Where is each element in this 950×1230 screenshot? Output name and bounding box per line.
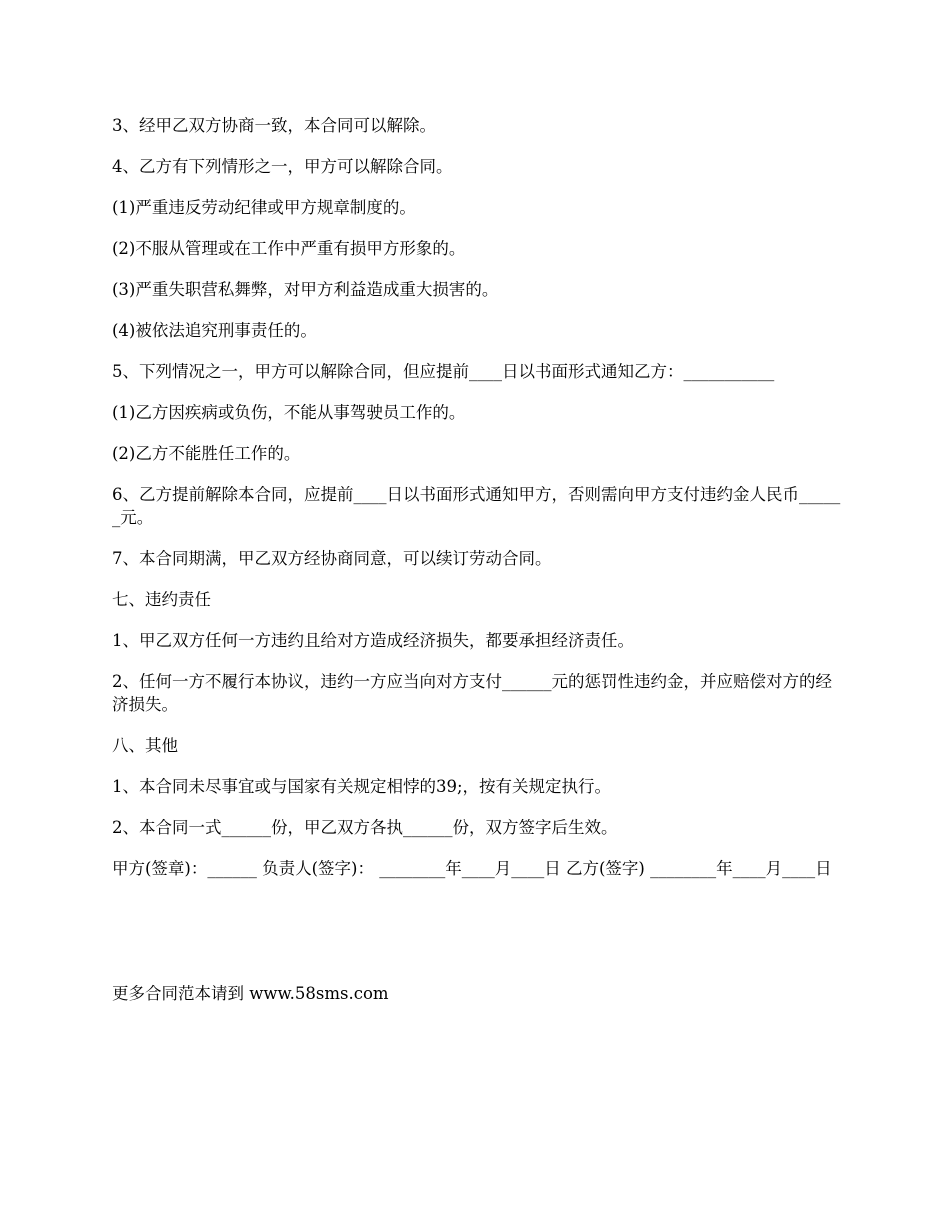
paragraph-14: 2、任何一方不履行本协议，违约一方应当向对方支付______元的惩罚性违约金，并应赔偿对方的经济损失。 — [112, 672, 832, 714]
footer-note: 更多合同范本请到 www.58sms.com — [112, 984, 389, 1003]
section-heading-other: 八、其他 — [112, 736, 178, 755]
paragraph-17: 2、本合同一式______份，甲乙双方各执______份，双方签字后生效。 — [112, 818, 618, 837]
paragraph-3: (1)严重违反劳动纪律或甲方规章制度的。 — [112, 198, 416, 217]
paragraph-8: (1)乙方因疾病或负伤，不能从事驾驶员工作的。 — [112, 403, 466, 422]
paragraph-1: 3、经甲乙双方协商一致，本合同可以解除。 — [112, 116, 436, 135]
paragraph-9: (2)乙方不能胜任工作的。 — [112, 444, 301, 463]
paragraph-11: 7、本合同期满，甲乙双方经协商同意，可以续订劳动合同。 — [112, 549, 552, 568]
paragraph-16: 1、本合同未尽事宜或与国家有关规定相悖的39;，按有关规定执行。 — [112, 777, 612, 796]
paragraph-4: (2)不服从管理或在工作中严重有损甲方形象的。 — [112, 239, 466, 258]
paragraph-6: (4)被依法追究刑事责任的。 — [112, 321, 317, 340]
paragraph-10: 6、乙方提前解除本合同，应提前____日以书面形式通知甲方，否则需向甲方支付违约金人民币______元。 — [112, 485, 841, 527]
paragraph-7: 5、下列情况之一，甲方可以解除合同，但应提前____日以书面形式通知乙方：___________ — [112, 362, 775, 381]
section-heading-breach: 七、违约责任 — [112, 590, 211, 609]
paragraph-5: (3)严重失职营私舞弊，对甲方利益造成重大损害的。 — [112, 280, 499, 299]
paragraph-2: 4、乙方有下列情形之一，甲方可以解除合同。 — [112, 157, 453, 176]
signature-line: 甲方(签章)：______ 负责人(签字)： ________年____月____日 乙方(签字) ________年____月____日 — [112, 859, 832, 878]
paragraph-13: 1、甲乙双方任何一方违约且给对方造成经济损失，都要承担经济责任。 — [112, 631, 634, 650]
document-body — [112, 110, 842, 880]
